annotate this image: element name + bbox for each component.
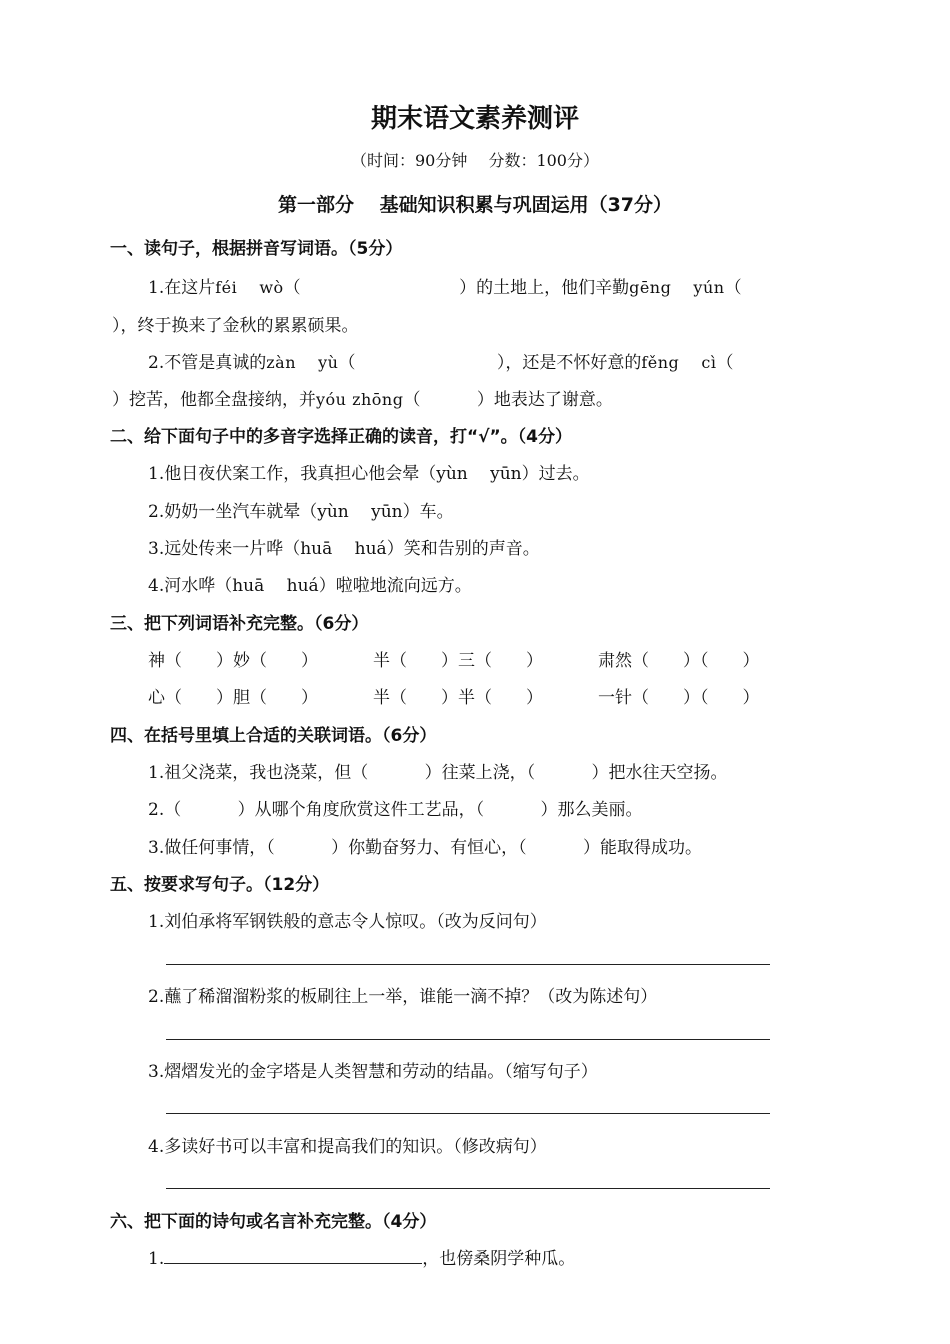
s1-q2-pinyin-b: fěng cì [641, 353, 717, 372]
s1-q1-text-c: （ [724, 278, 742, 298]
section-2-heading: 二、给下面句子中的多音字选择正确的读音，打“√”。（4分） [110, 427, 573, 447]
s1-q2-text-d: ）挖苦，他都全盘接纳，并 [112, 390, 316, 410]
idiom-blank: 半（ ）三（ ） [373, 651, 543, 671]
s1-q2-text-b: （ ），还是不怀好意的 [338, 353, 642, 373]
answer-line[interactable] [166, 964, 770, 965]
s2-item: 1.他日夜伏案工作，我真担心他会晕（yùn yūn）过去。 [148, 464, 590, 484]
s1-q1-text-a: 1.在这片 [148, 278, 216, 298]
idiom-blank: 肃然（ ）（ ） [598, 651, 760, 671]
s2-item: 4.河水哗（huā huá）啦啦地流向远方。 [148, 576, 472, 596]
s1-q1-text-b: （ ）的土地上，他们辛勤 [283, 278, 630, 298]
s5-item: 1.刘伯承将军钢铁般的意志令人惊叹。（改为反问句） [148, 912, 547, 932]
answer-line[interactable] [166, 1188, 770, 1189]
s1-q2-line2 [112, 385, 613, 410]
s6-item-1 [148, 1244, 575, 1269]
idiom-blank: 心（ ）胆（ ） [148, 688, 318, 708]
exam-title: 期末语文素养测评 [370, 104, 579, 134]
s1-q2-text-a: 2.不管是真诚的 [148, 353, 267, 373]
s1-q1-pinyin-a: féi wò [215, 278, 284, 297]
s2-item: 3.远处传来一片哗（huā huá）笑和告别的声音。 [148, 539, 540, 559]
s1-q2-pinyin-a: zàn yù [266, 353, 339, 372]
s1-q1-line2: ），终于换来了金秋的累累硕果。 [112, 316, 359, 336]
s5-item: 4.多读好书可以丰富和提高我们的知识。（修改病句） [148, 1137, 547, 1157]
section-4-heading: 四、在括号里填上合适的关联词语。（6分） [110, 726, 437, 746]
section-3-heading: 三、把下列词语补充完整。（6分） [110, 614, 369, 634]
exam-subtitle: （时间：90分钟 分数：100分） [351, 151, 599, 170]
idiom-blank: 神（ ）妙（ ） [148, 651, 318, 671]
s5-item: 2.蘸了稀溜溜粉浆的板刷往上一举，谁能一滴不掉？（改为陈述句） [148, 987, 658, 1007]
s6-item-number: 1. [148, 1249, 165, 1269]
section-6-heading: 六、把下面的诗句或名言补充完整。（4分） [110, 1212, 437, 1232]
answer-line[interactable] [166, 1113, 770, 1114]
idiom-blank: 一针（ ）（ ） [598, 688, 760, 708]
idiom-blank: 半（ ）半（ ） [373, 688, 543, 708]
s1-q1-pinyin-b: gēng yún [629, 278, 725, 297]
part-heading: 第一部分 基础知识积累与巩固运用（37分） [277, 194, 673, 216]
s4-item: 1.祖父浇菜，我也浇菜，但（ ）往菜上浇，（ ）把水往天空扬。 [148, 763, 728, 783]
s5-item: 3.熠熠发光的金字塔是人类智慧和劳动的结晶。（缩写句子） [148, 1062, 598, 1082]
section-5-heading: 五、按要求写句子。（12分） [110, 875, 330, 895]
s1-q2-line1 [148, 348, 733, 373]
s6-item-text: ，也傍桑阴学种瓜。 [422, 1249, 576, 1269]
s1-q2-pinyin-c: yóu zhōng [316, 390, 404, 409]
s1-q1-line1 [148, 273, 742, 298]
poem-blank[interactable] [164, 1248, 422, 1264]
s4-item: 3.做任何事情，（ ）你勤奋努力、有恒心，（ ）能取得成功。 [148, 838, 703, 858]
s2-item: 2.奶奶一坐汽车就晕（yùn yūn）车。 [148, 502, 454, 522]
s1-q2-text-e: （ ）地表达了谢意。 [403, 390, 613, 410]
s1-q2-text-c: （ [716, 353, 734, 373]
section-1-heading: 一、读句子，根据拼音写词语。（5分） [110, 239, 403, 259]
answer-line[interactable] [166, 1039, 770, 1040]
s4-item: 2.（ ）从哪个角度欣赏这件工艺品，（ ）那么美丽。 [148, 800, 643, 820]
